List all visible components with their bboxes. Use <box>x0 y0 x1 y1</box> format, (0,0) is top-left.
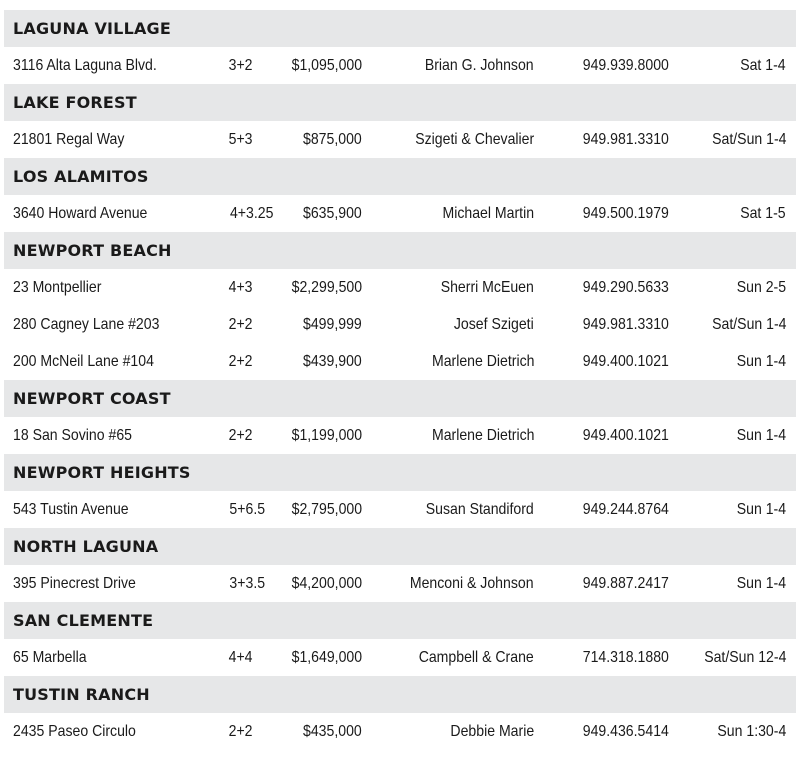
listing-hours: Sat/Sun 1-4 <box>711 315 786 333</box>
listing-address: 200 McNeil Lane #104 <box>13 352 154 370</box>
listing-phone: 949.500.1979 <box>582 204 669 222</box>
listing-phone: 714.318.1880 <box>582 648 669 666</box>
listing-price: $439,900 <box>303 352 362 370</box>
section-header-san-clemente: SAN CLEMENTE <box>4 602 796 639</box>
section-header-newport-heights: NEWPORT HEIGHTS <box>4 454 796 491</box>
listing-agent: Sherri McEuen <box>440 278 534 296</box>
section-header-north-laguna: NORTH LAGUNA <box>4 528 796 565</box>
listing-phone: 949.244.8764 <box>582 500 669 518</box>
listing-address: 18 San Sovino #65 <box>13 426 132 444</box>
listing-hours: Sat/Sun 1-4 <box>711 130 786 148</box>
listing-phone: 949.887.2417 <box>582 574 669 592</box>
listing-hours: Sun 1-4 <box>736 352 786 370</box>
listing-hours: Sun 1-4 <box>736 574 786 592</box>
listing-row <box>4 47 796 84</box>
listing-hours: Sun 1-4 <box>736 426 786 444</box>
listing-hours: Sat 1-4 <box>740 56 786 74</box>
listing-rooms: 4+3 <box>228 278 253 296</box>
listing-price: $2,299,500 <box>291 278 362 296</box>
listing-phone: 949.290.5633 <box>582 278 669 296</box>
listing-address: 23 Montpellier <box>13 278 102 296</box>
listing-address: 3640 Howard Avenue <box>13 204 148 222</box>
listing-price: $635,900 <box>303 204 362 222</box>
listing-rooms: 2+2 <box>228 426 253 444</box>
listing-phone: 949.400.1021 <box>582 352 669 370</box>
listing-rooms: 2+2 <box>228 352 253 370</box>
listing-agent: Brian G. Johnson <box>425 56 534 74</box>
section-header-newport-coast: NEWPORT COAST <box>4 380 796 417</box>
listing-agent: Josef Szigeti <box>454 315 534 333</box>
listing-rooms: 2+2 <box>228 315 253 333</box>
listing-row <box>4 195 796 232</box>
listing-address: 21801 Regal Way <box>13 130 125 148</box>
listing-rooms: 2+2 <box>228 722 253 740</box>
listing-price: $499,999 <box>303 315 362 333</box>
listing-address: 65 Marbella <box>13 648 87 666</box>
section-header-laguna-village: LAGUNA VILLAGE <box>4 10 796 47</box>
listing-price: $435,000 <box>303 722 362 740</box>
section-header-tustin-ranch: TUSTIN RANCH <box>4 676 796 713</box>
listing-row <box>4 306 796 343</box>
listing-row <box>4 639 796 676</box>
listing-rooms: 3+3.5 <box>229 574 266 592</box>
listing-phone: 949.400.1021 <box>582 426 669 444</box>
listing-price: $1,199,000 <box>291 426 362 444</box>
listing-row <box>4 713 796 750</box>
listing-hours: Sat 1-5 <box>740 204 786 222</box>
listing-rooms: 5+3 <box>228 130 253 148</box>
listing-hours: Sun 2-5 <box>736 278 786 296</box>
listing-address: 280 Cagney Lane #203 <box>13 315 160 333</box>
section-header-lake-forest: LAKE FOREST <box>4 84 796 121</box>
listing-row <box>4 491 796 528</box>
listing-agent: Susan Standiford <box>425 500 534 518</box>
listing-address: 2435 Paseo Circulo <box>13 722 136 740</box>
listing-rooms: 4+4 <box>228 648 253 666</box>
listing-row <box>4 343 796 380</box>
listing-hours: Sat/Sun 12-4 <box>703 648 786 666</box>
open-house-listings-table <box>4 10 796 750</box>
listing-hours: Sun 1:30-4 <box>717 722 786 740</box>
listing-agent: Marlene Dietrich <box>431 426 534 444</box>
listing-rooms: 3+2 <box>228 56 253 74</box>
listing-agent: Marlene Dietrich <box>431 352 534 370</box>
listing-address: 395 Pinecrest Drive <box>13 574 136 592</box>
listing-rooms: 5+6.5 <box>229 500 266 518</box>
listing-price: $4,200,000 <box>291 574 362 592</box>
listing-price: $2,795,000 <box>291 500 362 518</box>
listing-agent: Michael Martin <box>442 204 534 222</box>
listing-row <box>4 565 796 602</box>
listing-address: 3116 Alta Laguna Blvd. <box>13 56 157 74</box>
listing-rooms: 4+3.25 <box>229 204 274 222</box>
listing-row <box>4 269 796 306</box>
listing-row <box>4 417 796 454</box>
listing-address: 543 Tustin Avenue <box>13 500 129 518</box>
listing-phone: 949.436.5414 <box>582 722 669 740</box>
listing-hours: Sun 1-4 <box>736 500 786 518</box>
listing-agent: Campbell & Crane <box>418 648 534 666</box>
listing-phone: 949.981.3310 <box>582 315 669 333</box>
listing-row <box>4 121 796 158</box>
listing-agent: Debbie Marie <box>450 722 534 740</box>
listing-agent: Menconi & Johnson <box>410 574 534 592</box>
listing-phone: 949.939.8000 <box>582 56 669 74</box>
section-header-los-alamitos: LOS ALAMITOS <box>4 158 796 195</box>
listing-agent: Szigeti & Chevalier <box>415 130 534 148</box>
listing-price: $1,095,000 <box>291 56 362 74</box>
listing-phone: 949.981.3310 <box>582 130 669 148</box>
section-header-newport-beach: NEWPORT BEACH <box>4 232 796 269</box>
listing-price: $875,000 <box>303 130 362 148</box>
listing-price: $1,649,000 <box>291 648 362 666</box>
